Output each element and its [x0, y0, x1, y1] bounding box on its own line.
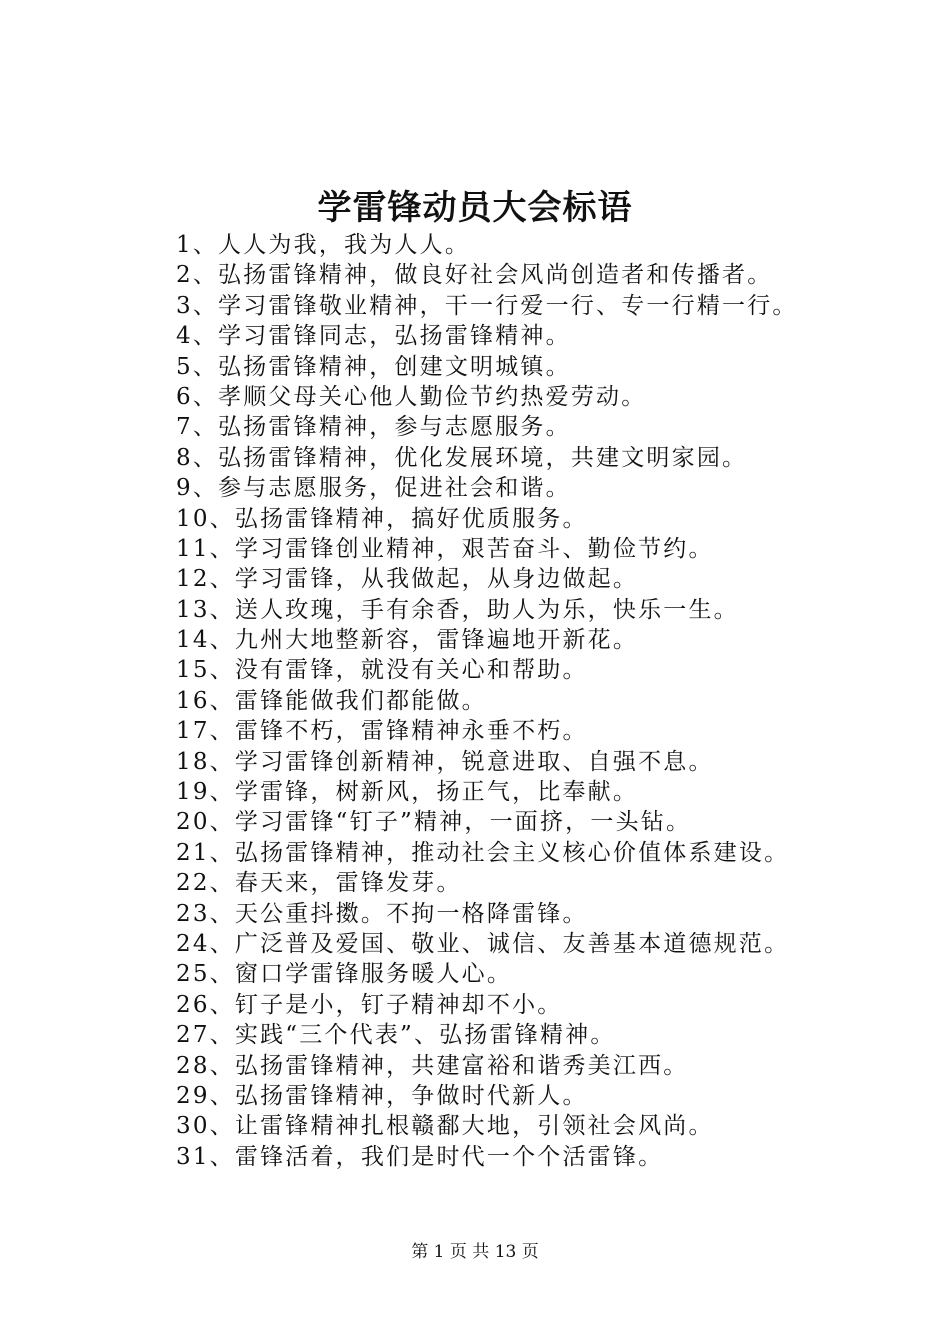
list-item: 8、弘扬雷锋精神，优化发展环境，共建文明家园。: [176, 444, 748, 471]
list-item: 28、弘扬雷锋精神，共建富裕和谐秀美江西。: [176, 1052, 689, 1079]
list-item: 9、参与志愿服务，促进社会和谐。: [176, 475, 571, 502]
list-item: 21、弘扬雷锋精神，推动社会主义核心价值体系建设。: [176, 839, 790, 866]
list-item: 16、雷锋能做我们都能做。: [176, 687, 487, 714]
list-item: 5、弘扬雷锋精神，创建文明城镇。: [176, 353, 571, 380]
list-item: 6、孝顺父母关心他人勤俭节约热爱劳动。: [176, 383, 647, 410]
list-item: 27、实践“三个代表”、弘扬雷锋精神。: [176, 1022, 616, 1049]
slogan-list: [176, 230, 916, 1172]
page-title: 学雷锋动员大会标语: [317, 188, 633, 228]
list-item: 3、学习雷锋敬业精神，干一行爱一行、专一行精一行。: [176, 292, 798, 319]
list-item: 17、雷锋不朽，雷锋精神永垂不朽。: [176, 718, 588, 745]
list-item: 20、学习雷锋“钉子”精神，一面挤，一头钻。: [176, 809, 692, 836]
list-item: 1、人人为我，我为人人。: [176, 232, 471, 258]
list-item: 24、广泛普及爱国、敬业、诚信、友善基本道德规范。: [176, 930, 790, 957]
list-item: 25、窗口学雷锋服务暖人心。: [176, 961, 513, 988]
list-item: 14、九州大地整新容，雷锋遍地开新花。: [176, 627, 639, 654]
list-item: 2、弘扬雷锋精神，做良好社会风尚创造者和传播者。: [176, 262, 773, 289]
list-item: 12、学习雷锋，从我做起，从身边做起。: [176, 566, 639, 593]
list-item: 30、让雷锋精神扎根赣鄱大地，引领社会风尚。: [176, 1113, 714, 1140]
list-item: 23、天公重抖擞。不拘一格降雷锋。: [176, 900, 588, 927]
list-item: 31、雷锋活着，我们是时代一个个活雷锋。: [176, 1143, 664, 1170]
list-item: 19、学雷锋，树新风，扬正气，比奉献。: [176, 779, 639, 806]
list-item: 22、春天来，雷锋发芽。: [176, 870, 462, 897]
list-item: 18、学习雷锋创新精神，锐意进取、自强不息。: [176, 748, 714, 775]
list-item: 10、弘扬雷锋精神，搞好优质服务。: [176, 505, 588, 532]
list-item: 15、没有雷锋，就没有关心和帮助。: [176, 657, 588, 684]
list-item: 13、送人玫瑰，手有余香，助人为乐，快乐一生。: [176, 596, 739, 623]
list-item: 26、钉子是小，钉子精神却不小。: [176, 991, 563, 1018]
list-item: 7、弘扬雷锋精神，参与志愿服务。: [176, 414, 571, 441]
page-number: 第 1 页 共 13 页: [411, 1242, 539, 1262]
list-item: 29、弘扬雷锋精神，争做时代新人。: [176, 1082, 588, 1109]
list-item: 4、学习雷锋同志，弘扬雷锋精神。: [176, 323, 571, 350]
list-item: 11、学习雷锋创业精神，艰苦奋斗、勤俭节约。: [176, 535, 714, 562]
